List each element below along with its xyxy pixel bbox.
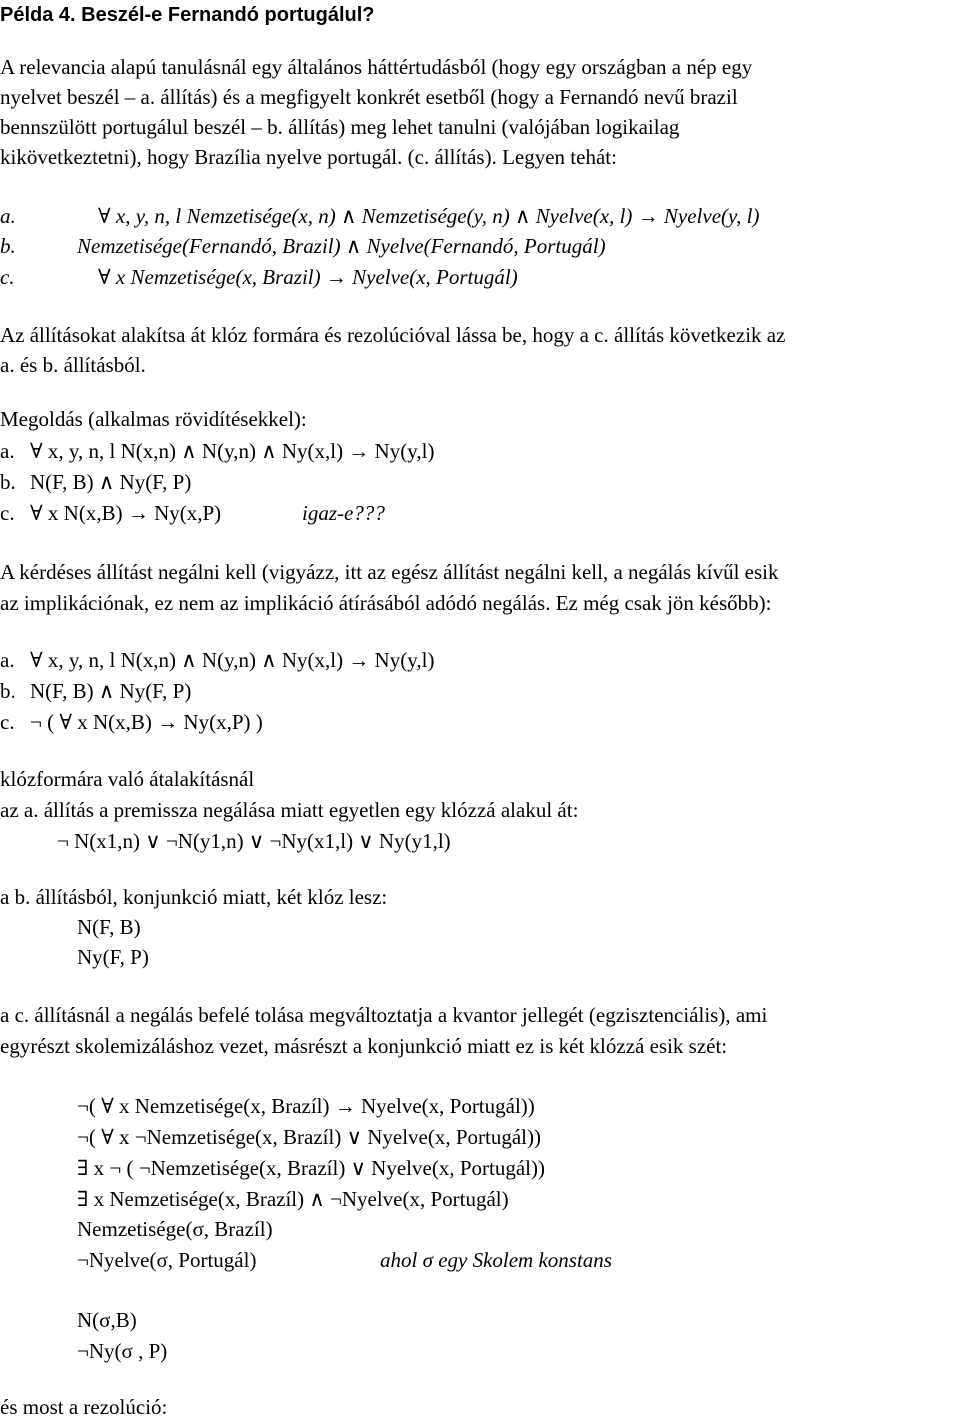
derivation-step-1: ¬( ∀ x Nemzetisége(x, Brazíl) → Nyelve(x, Portugál)) bbox=[77, 1094, 535, 1118]
short-b-formula: N(F, B) ∧ Ny(F, P) bbox=[30, 470, 192, 494]
derivation-step-5: Nemzetisége(σ, Brazíl) bbox=[77, 1217, 273, 1241]
solution-heading: Megoldás (alkalmas rövidítésekkel): bbox=[0, 407, 307, 431]
statement-c-formula: ∀ x Nemzetisége(x, Brazil) → Nyelve(x, Portugál) bbox=[98, 265, 518, 289]
negated-b-formula: N(F, B) ∧ Ny(F, P) bbox=[30, 679, 192, 703]
statement-c-label: c. bbox=[0, 265, 15, 289]
clause-c-text-2: egyrészt skolemizáláshoz vezet, másrészt a konjunkció miatt ez is két klózzá esik szét: bbox=[0, 1034, 728, 1058]
negation-text-2: az implikációnak, ez nem az implikáció átírásából adódó negálás. Ez még csak jön később): bbox=[0, 591, 772, 615]
short-b-label: b. bbox=[0, 470, 16, 494]
short-c-note: igaz-e??? bbox=[302, 501, 385, 525]
short-c-label: c. bbox=[0, 501, 15, 525]
statement-b-formula: Nemzetisége(Fernandó, Brazil) ∧ Nyelve(Fernandó, Portugál) bbox=[77, 234, 606, 258]
skolem-note: ahol σ egy Skolem konstans bbox=[380, 1248, 612, 1272]
task-line-1: Az állításokat alakítsa át klóz formára és rezolúcióval lássa be, hogy a c. állítás következik az bbox=[0, 323, 786, 347]
intro-line-1: A relevancia alapú tanulásnál egy általános háttértudásból (hogy egy országban a nép egy bbox=[0, 55, 753, 79]
clause-a-formula: ¬ N(x1,n) ∨ ¬N(y1,n) ∨ ¬Ny(x1,l) ∨ Ny(y1,l) bbox=[57, 829, 451, 853]
clause-a-text: az a. állítás a premissza negálása miatt egyetlen egy klózzá alakul át: bbox=[0, 798, 579, 822]
statement-a-formula: ∀ x, y, n, l Nemzetisége(x, n) ∧ Nemzetisége(y, n) ∧ Nyelve(x, l) → Nyelve(y, l) bbox=[98, 204, 760, 228]
closing-text: és most a rezolúció: bbox=[0, 1395, 168, 1419]
task-line-2: a. és b. állításból. bbox=[0, 353, 146, 377]
short-a-formula: ∀ x, y, n, l N(x,n) ∧ N(y,n) ∧ Ny(x,l) → Ny(y,l) bbox=[30, 439, 435, 463]
final-clause-2: ¬Ny(σ , P) bbox=[77, 1339, 168, 1363]
final-clause-1: N(σ,B) bbox=[77, 1308, 137, 1332]
short-c-formula: ∀ x N(x,B) → Ny(x,P) bbox=[30, 501, 222, 525]
clause-b-2: Ny(F, P) bbox=[77, 945, 149, 969]
intro-line-3: bennszülött portugálul beszél – b. állítás) meg lehet tanulni (valójában logikailag bbox=[0, 115, 680, 139]
clause-heading: klózformára való átalakításnál bbox=[0, 767, 255, 791]
statement-b-label: b. bbox=[0, 234, 16, 258]
derivation-step-6: ¬Nyelve(σ, Portugál) bbox=[77, 1248, 257, 1272]
short-a-label: a. bbox=[0, 439, 15, 463]
negation-text-1: A kérdéses állítást negálni kell (vigyázz, itt az egész állítást negálni kell, a negálás kívűl esik bbox=[0, 560, 779, 584]
clause-b-text: a b. állításból, konjunkció miatt, két klóz lesz: bbox=[0, 885, 388, 909]
negated-a-label: a. bbox=[0, 648, 15, 672]
negated-c-label: c. bbox=[0, 710, 15, 734]
page-title: Példa 4. Beszél-e Fernandó portugálul? bbox=[0, 4, 375, 26]
clause-c-text-1: a c. állításnál a negálás befelé tolása megváltoztatja a kvantor jellegét (egzisztenciális), ami bbox=[0, 1003, 768, 1027]
intro-line-2: nyelvet beszél – a. állítás) és a megfigyelt konkrét esetből (hogy a Fernandó nevű brazil bbox=[0, 85, 738, 109]
derivation-step-3: ∃ x ¬ ( ¬Nemzetisége(x, Brazíl) ∨ Nyelve(x, Portugál)) bbox=[77, 1156, 545, 1180]
intro-line-4: kikövetkeztetni), hogy Brazília nyelve portugál. (c. állítás). Legyen tehát: bbox=[0, 145, 617, 169]
negated-b-label: b. bbox=[0, 679, 16, 703]
statement-a-label: a. bbox=[0, 204, 16, 228]
clause-b-1: N(F, B) bbox=[77, 915, 141, 939]
negated-c-formula: ¬ ( ∀ x N(x,B) → Ny(x,P) ) bbox=[30, 710, 263, 734]
derivation-step-4: ∃ x Nemzetisége(x, Brazíl) ∧ ¬Nyelve(x, Portugál) bbox=[77, 1187, 509, 1211]
negated-a-formula: ∀ x, y, n, l N(x,n) ∧ N(y,n) ∧ Ny(x,l) → Ny(y,l) bbox=[30, 648, 435, 672]
derivation-step-2: ¬( ∀ x ¬Nemzetisége(x, Brazíl) ∨ Nyelve(x, Portugál)) bbox=[77, 1125, 541, 1149]
